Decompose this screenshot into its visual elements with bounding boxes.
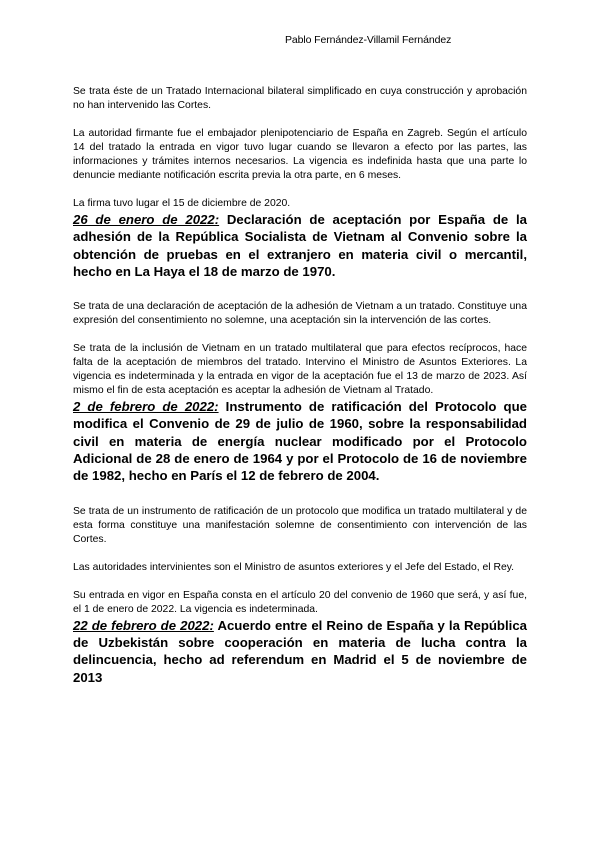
paragraph-ratification-instrument: Se trata de un instrumento de ratificación de un protocolo que modifica un tratado multilateral y de esta forma constituye una manifestación solemne de consentimiento con intervención de las Cortes.: [73, 505, 527, 545]
page-header-author: Pablo Fernández-Villamil Fernández: [285, 34, 452, 46]
document-body: [73, 85, 527, 686]
section-heading-nuclear-protocol: [73, 398, 527, 484]
section-heading-uzbekistan: [73, 617, 527, 686]
heading-date: 22 de febrero de 2022:: [73, 617, 214, 633]
heading-date: 26 de enero de 2022:: [73, 212, 220, 227]
heading-text: Acuerdo entre el Reino de España y la República de Uzbekistán sobre cooperación en materia de lucha contra la delincuencia, hecho ad referendum en Madrid el 5 de noviembre de 2013: [73, 617, 527, 685]
paragraph-entry-into-force: Su entrada en vigor en España consta en el artículo 20 del convenio de 1960 que será, y así fue, el 1 de enero de 2022. La vigencia es indeterminada.: [73, 589, 527, 615]
paragraph-treaty-description: Se trata éste de un Tratado Internacional bilateral simplificado en cuya construcción y aprobación no han intervenido las Cortes.: [73, 86, 527, 111]
paragraph-vietnam-inclusion: Se trata de la inclusión de Vietnam en un tratado multilateral que para efectos recíprocos, hace falta de la aceptación de miembros del tratado. Intervino el Ministro de Asuntos Exteriores. La vigencia es indeterminada y la entrada en vigor de la aceptación fue el 13 de marzo de 2023. Así mismo el fin de esta aceptación es aceptar la adhesión de Vietnam al Tratado.: [73, 343, 527, 397]
heading-text: Declaración de aceptación por España de la adhesión de la República Socialista de Vietnam al Convenio sobre la obtención de pruebas en el extranjero en materia civil o mercantil, hecho en La Haya el 18 de marzo de 1970.: [73, 212, 527, 279]
paragraph-authorities: Las autoridades intervinientes son el Ministro de asuntos exteriores y el Jefe del Estado, el Rey.: [73, 561, 515, 573]
heading-date: 2 de febrero de 2022:: [73, 399, 219, 415]
paragraph-signing-authority: La autoridad firmante fue el embajador plenipotenciario de España en Zagreb. Según el artículo 14 del tratado la entrada en vigor tuvo lugar cuando se llevaron a efecto por las partes, las informaciones y trámites internos necesarios. La vigencia es indefinida hasta que una parte lo denuncie mediante notificación escrita previa la otra parte, en 6 meses.: [73, 128, 527, 181]
heading-text: Instrumento de ratificación del Protocolo que modifica el Convenio de 29 de julio de 1960, sobre la responsabilidad civil en materia de energía nuclear modificado por el Protocolo Adicional de 28 de enero de 1964 y por el Protocolo de 16 de noviembre de 1982, hecho en París el 12 de febrero de 2004.: [73, 399, 527, 484]
paragraph-vietnam-declaration: Se trata de una declaración de aceptación de la adhesión de Vietnam a un tratado. Constituye una expresión del consentimiento no solemne, una aceptación sin la intervención de las cortes.: [73, 301, 527, 327]
paragraph-signing-date: La firma tuvo lugar el 15 de diciembre de 2020.: [73, 198, 291, 209]
section-heading-vietnam: [73, 211, 527, 280]
